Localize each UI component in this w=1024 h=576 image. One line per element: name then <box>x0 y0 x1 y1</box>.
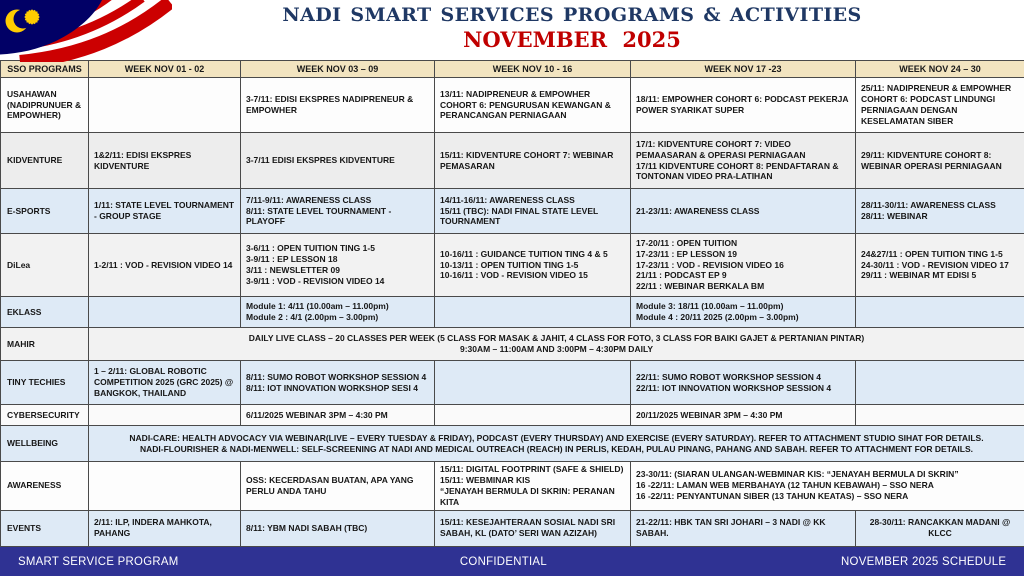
header-sso-programs: SSO PROGRAMS <box>1 61 89 78</box>
schedule-entry: Module 2 : 4/1 (2.00pm – 3.00pm) <box>246 312 379 322</box>
schedule-entry: “JENAYAH BERMULA DI SKRIN: PERANAN KITA <box>440 485 615 507</box>
table-row-mahir <box>1 328 1024 361</box>
schedule-entry: 17-23/11 : EP LESSON 19 <box>636 248 737 259</box>
footer-right-text: NOVEMBER 2025 SCHEDULE <box>840 554 1006 569</box>
table-row-dilea <box>1 234 1024 297</box>
schedule-entry: 8/11: IOT INNOVATION WORKSHOP SESI 4 <box>246 382 418 393</box>
schedule-entry: Module 3: 18/11 (10.00am – 11.00pm) <box>636 301 784 312</box>
schedule-cell-kidventure-0 <box>89 133 241 189</box>
schedule-entry: 3-7/11: EDISI EKSPRES NADIPRENEUR & EMPOWHER <box>246 94 414 115</box>
schedule-entry: 23-30/11: (SIARAN ULANGAN-WEBMINAR KIS: “JENAYAH BERMULA DI SKRIN” <box>636 469 959 480</box>
schedule-cell-cybersecurity-2 <box>435 405 631 426</box>
schedule-entry: 15/11 (TBC): NADI FINAL STATE LEVEL TOURNAMENT <box>440 205 599 227</box>
schedule-cell-kidventure-3 <box>631 133 856 189</box>
schedule-cell-kidventure-4 <box>856 133 1024 189</box>
table-row-eklass <box>1 297 1024 328</box>
table-body <box>1 78 1024 547</box>
schedule-cell-eklass-3 <box>631 297 856 328</box>
schedule-entry: 20/11/2025 WEBINAR 3PM – 4:30 PM <box>636 409 783 420</box>
schedule-entry: 24-30/11 : VOD - REVISION VIDEO 17 <box>861 259 1009 270</box>
schedule-cell-esports-4 <box>856 189 1024 234</box>
schedule-entry: 8/11: SUMO ROBOT WORKSHOP SESSION 4 <box>246 371 427 382</box>
footer-center-text: CONFIDENTIAL <box>460 554 548 569</box>
program-label-eklass: EKLASS <box>1 297 89 328</box>
schedule-entry: 15/11: KIDVENTURE COHORT 7: WEBINAR PEMASARAN <box>440 149 614 171</box>
schedule-entry: 3/11 : NEWSLETTER 09 <box>246 265 340 275</box>
schedule-cell-events-4 <box>856 510 1024 546</box>
schedule-cell-awareness-3 <box>631 462 1024 511</box>
schedule-cell-events-1 <box>241 510 435 546</box>
schedule-entry: 16 -22/11: LAMAN WEB MERBAHAYA (12 TAHUN KEBAWAH) – SSO NERA <box>636 480 934 491</box>
program-label-tinytechies: TINY TECHIES <box>1 361 89 405</box>
schedule-entry: 7/11-9/11: AWARENESS CLASS <box>246 194 372 205</box>
schedule-cell-events-0 <box>89 510 241 546</box>
schedule-entry: Module 4 : 20/11 2025 (2.00pm – 3.00pm) <box>636 312 799 322</box>
header-row <box>1 61 1024 78</box>
schedule-cell-esports-3 <box>631 189 856 234</box>
schedule-entry: 3-9/11 : VOD - REVISION VIDEO 14 <box>246 275 385 286</box>
schedule-cell-usahawan-1 <box>241 78 435 133</box>
schedule-cell-cybersecurity-0 <box>89 405 241 426</box>
schedule-cell-events-2 <box>435 510 631 546</box>
schedule-entry: NADI-FLOURISHER & NADI-MENWELL: SELF-SCREENING AT NADI AND MEDICAL OUTREACH (REACH) IN PERLIS, KEDAH, PULAU PINANG, PAHANG AND SABAH. REFER TO ATTACHMENT FOR DETAILS. <box>140 443 973 454</box>
schedule-entry: 28/11: WEBINAR <box>861 211 928 221</box>
schedule-entry: 3-6/11 : OPEN TUITION TING 1-5 <box>246 243 375 254</box>
schedule-cell-dilea-4 <box>856 234 1024 297</box>
schedule-cell-tinytechies-4 <box>856 361 1024 405</box>
schedule-entry: 1-2/11 : VOD - REVISION VIDEO 14 <box>94 259 233 270</box>
schedule-entry: 22/11: IOT INNOVATION WORKSHOP SESSION 4 <box>636 382 832 393</box>
schedule-entry: 15/11: DIGITAL FOOTPRINT (SAFE & SHIELD) <box>440 464 624 474</box>
schedule-entry: 9:30AM – 11:00AM AND 3:00PM – 4:30PM DAILY <box>459 344 654 354</box>
schedule-cell-dilea-0 <box>89 234 241 297</box>
schedule-entry: 10-13/11 : OPEN TUITION TING 1-5 <box>440 259 579 270</box>
schedule-cell-usahawan-4 <box>856 78 1024 133</box>
schedule-entry: Module 1: 4/11 (10.00am – 11.00pm) <box>246 301 389 312</box>
program-label-dilea: DiLea <box>1 234 89 297</box>
page-title <box>120 4 1024 52</box>
schedule-entry: 2/11: ILP, INDERA MAHKOTA, PAHANG <box>94 517 212 538</box>
schedule-cell-usahawan-3 <box>631 78 856 133</box>
table-row-cybersecurity <box>1 405 1024 426</box>
header-week-1: WEEK NOV 01 - 02 <box>89 61 241 78</box>
schedule-entry: 22/11: SUMO ROBOT WORKSHOP SESSION 4 <box>636 371 821 382</box>
schedule-entry: 17-20/11 : OPEN TUITION <box>636 237 738 248</box>
schedule-entry: 13/11: NADIPRENEUR & EMPOWHER COHORT 6: PENGURUSAN KEWANGAN & PERANCANGAN PERNIAGAAN <box>440 88 611 121</box>
schedule-entry: 18/11: EMPOWHER COHORT 6: PODCAST PEKERJA POWER SYARIKAT SUPER <box>636 94 849 115</box>
header-week-5: WEEK NOV 24 – 30 <box>856 61 1024 78</box>
schedule-entry: 3-9/11 : EP LESSON 18 <box>246 254 338 265</box>
table-row-esports <box>1 189 1024 234</box>
schedule-entry: OSS: KECERDASAN BUATAN, APA YANG PERLU ANDA TAHU <box>246 474 414 496</box>
schedule-cell-usahawan-2 <box>435 78 631 133</box>
schedule-entry: 1/11: STATE LEVEL TOURNAMENT - GROUP STAGE <box>94 200 235 221</box>
schedule-entry: 29/11 : WEBINAR MT EDISI 5 <box>861 270 977 281</box>
schedule-cell-dilea-1 <box>241 234 435 297</box>
schedule-cell-usahawan-0 <box>89 78 241 133</box>
top-banner <box>0 0 1024 60</box>
program-label-wellbeing: WELLBEING <box>1 426 89 462</box>
schedule-entry: 17/11 KIDVENTURE COHORT 8: PENDAFTARAN & TONTONAN VIDEO PRA-LATIHAN <box>636 160 839 182</box>
schedule-cell-kidventure-1 <box>241 133 435 189</box>
table-row-tinytechies <box>1 361 1024 405</box>
schedule-cell-awareness-0 <box>89 462 241 511</box>
header-week-2: WEEK NOV 03 – 09 <box>241 61 435 78</box>
schedule-cell-tinytechies-0 <box>89 361 241 405</box>
table-row-kidventure <box>1 133 1024 189</box>
schedule-entry: 3-7/11 EDISI EKSPRES KIDVENTURE <box>246 155 395 166</box>
title-line1: NADI SMART SERVICES PROGRAMS & ACTIVITIES <box>282 4 862 26</box>
schedule-cell-esports-0 <box>89 189 241 234</box>
program-label-usahawan: USAHAWAN (NADIPRUNUER & EMPOWHER) <box>1 78 89 133</box>
schedule-entry: 8/11: YBM NADI SABAH (TBC) <box>246 522 368 533</box>
schedule-cell-wellbeing-0 <box>89 426 1024 462</box>
schedule-cell-tinytechies-1 <box>241 361 435 405</box>
schedule-entry: 10-16/11 : GUIDANCE TUITION TING 4 & 5 <box>440 248 608 259</box>
program-label-cybersecurity: CYBERSECURITY <box>1 405 89 426</box>
schedule-cell-mahir-0 <box>89 328 1024 361</box>
schedule-cell-esports-1 <box>241 189 435 234</box>
schedule-entry: 28-30/11: RANCAKKAN MADANI @ KLCC <box>869 517 1011 538</box>
program-label-mahir: MAHIR <box>1 328 89 361</box>
title-line2: NOVEMBER 2025 <box>463 27 681 52</box>
schedule-cell-cybersecurity-3 <box>631 405 856 426</box>
schedule-cell-tinytechies-3 <box>631 361 856 405</box>
schedule-entry: 29/11: KIDVENTURE COHORT 8: WEBINAR OPERASI PERNIAGAAN <box>861 149 1002 171</box>
schedule-cell-awareness-2 <box>435 462 631 511</box>
schedule-table <box>0 60 1024 547</box>
schedule-entry: 6/11/2025 WEBINAR 3PM – 4:30 PM <box>246 409 388 420</box>
schedule-entry: 22/11 : WEBINAR BERKALA BM <box>636 281 765 292</box>
schedule-cell-cybersecurity-4 <box>856 405 1024 426</box>
schedule-entry: 28/11-30/11: AWARENESS CLASS <box>861 200 996 211</box>
schedule-entry: 8/11: STATE LEVEL TOURNAMENT - PLAYOFF <box>246 205 392 227</box>
schedule-cell-cybersecurity-1 <box>241 405 435 426</box>
table-header <box>1 61 1024 78</box>
program-label-awareness: AWARENESS <box>1 462 89 511</box>
schedule-cell-events-3 <box>631 510 856 546</box>
table-row-usahawan <box>1 78 1024 133</box>
footer-left-text: SMART SERVICE PROGRAM <box>18 554 179 569</box>
schedule-entry: 15/11: KESEJAHTERAAN SOSIAL NADI SRI SABAH, KL (DATO’ SERI WAN AZIZAH) <box>440 517 616 538</box>
header-week-3: WEEK NOV 10 - 16 <box>435 61 631 78</box>
schedule-cell-eklass-2 <box>435 297 631 328</box>
schedule-entry: 1 – 2/11: GLOBAL ROBOTIC COMPETITION 2025 (GRC 2025) @ BANGKOK, THAILAND <box>94 366 234 398</box>
schedule-entry: 10-16/11 : VOD - REVISION VIDEO 15 <box>440 270 588 281</box>
header-week-4: WEEK NOV 17 -23 <box>631 61 856 78</box>
program-label-kidventure: KIDVENTURE <box>1 133 89 189</box>
schedule-cell-tinytechies-2 <box>435 361 631 405</box>
schedule-entry: 21/11 : PODCAST EP 9 <box>636 270 727 281</box>
schedule-entry: 17-23/11 : VOD - REVISION VIDEO 16 <box>636 259 784 270</box>
schedule-entry: 16 -22/11: PENYANTUNAN SIBER (13 TAHUN KEATAS) – SSO NERA <box>636 491 909 502</box>
table-row-wellbeing <box>1 426 1024 462</box>
schedule-cell-awareness-1 <box>241 462 435 511</box>
schedule-entry: 24&27/11 : OPEN TUITION TING 1-5 <box>861 248 1003 259</box>
program-label-events: EVENTS <box>1 510 89 546</box>
footer-bar <box>0 547 1024 576</box>
program-label-esports: E-SPORTS <box>1 189 89 234</box>
schedule-entry: 14/11-16/11: AWARENESS CLASS <box>440 194 575 205</box>
schedule-cell-esports-2 <box>435 189 631 234</box>
schedule-cell-eklass-1 <box>241 297 435 328</box>
schedule-entry: NADI-CARE: HEALTH ADVOCACY VIA WEBINAR(LIVE – EVERY TUESDAY & FRIDAY), PODCAST (EVERY THURSDAY) AND EXERCISE (EVERY SATURDAY). REFER TO ATTACHMENT STUDIO SIHAT FOR DETAILS. <box>129 432 984 443</box>
schedule-entry: 21-23/11: AWARENESS CLASS <box>636 205 760 216</box>
schedule-cell-dilea-2 <box>435 234 631 297</box>
table-row-events <box>1 510 1024 546</box>
schedule-cell-dilea-3 <box>631 234 856 297</box>
table-row-awareness <box>1 462 1024 511</box>
schedule-entry: 25/11: NADIPRENEUR & EMPOWHER COHORT 6: PODCAST LINDUNGI PERNIAGAAN DENGAN KESELAMATAN SIBER <box>861 83 1012 126</box>
schedule-cell-kidventure-2 <box>435 133 631 189</box>
schedule-entry: 1&2/11: EDISI EKSPRES KIDVENTURE <box>94 149 192 171</box>
schedule-entry: 21-22/11: HBK TAN SRI JOHARI – 3 NADI @ KK SABAH. <box>636 517 826 538</box>
schedule-cell-eklass-4 <box>856 297 1024 328</box>
schedule-cell-eklass-0 <box>89 297 241 328</box>
schedule-entry: 15/11: WEBMINAR KIS <box>440 474 531 485</box>
schedule-entry: DAILY LIVE CLASS – 20 CLASSES PER WEEK (5 CLASS FOR MASAK & JAHIT, 4 CLASS FOR FOTO, 3 CLASS FOR BAIKI GAJET & PERTANIAN PINTAR) <box>248 333 865 344</box>
schedule-entry: 17/1: KIDVENTURE COHORT 7: VIDEO PEMAASARAN & OPERASI PERNIAGAAN <box>636 138 806 160</box>
